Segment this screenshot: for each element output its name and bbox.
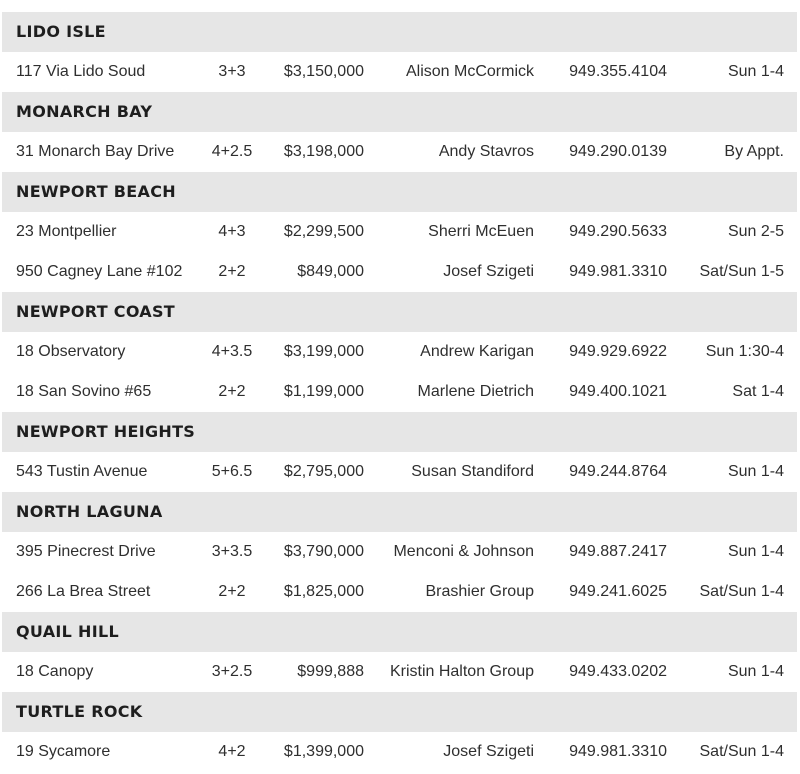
listing-row [2,212,797,252]
neighborhood-header: NORTH LAGUNA [2,492,797,532]
listing-row [2,132,797,172]
listing-agent: Andy Stavros [438,143,534,160]
listing-open-house: Sun 1-4 [727,463,784,480]
listing-address: 31 Monarch Bay Drive [16,143,175,160]
listing-open-house: Sat/Sun 1-4 [699,743,784,760]
listing-beds-baths: 3+3.5 [211,543,253,560]
listing-agent: Menconi & Johnson [393,543,534,560]
listing-address: 543 Tustin Avenue [16,463,148,480]
listing-price: $2,795,000 [283,463,364,480]
listing-beds-baths: 3+3 [218,63,246,80]
listing-price: $1,825,000 [283,583,364,600]
listing-open-house: Sat/Sun 1-5 [699,263,784,280]
listing-address: 18 Observatory [16,343,126,360]
listing-open-house: Sun 1-4 [727,663,784,680]
listing-price: $3,198,000 [283,143,364,160]
listing-beds-baths: 4+3.5 [211,343,253,360]
listing-row [2,52,797,92]
listing-address: 18 San Sovino #65 [16,383,152,400]
listing-open-house: Sun 1-4 [727,543,784,560]
listing-agent: Kristin Halton Group [389,663,534,680]
neighborhood-header: TURTLE ROCK [2,692,797,732]
listing-beds-baths: 3+2.5 [211,663,253,680]
neighborhood-header: NEWPORT HEIGHTS [2,412,797,452]
listing-phone: 949.244.8764 [569,463,667,480]
listing-row [2,252,797,292]
neighborhood-header: MONARCH BAY [2,92,797,132]
listing-price: $999,888 [297,663,364,680]
listing-phone: 949.290.5633 [569,223,667,240]
listing-beds-baths: 2+2 [218,383,246,400]
listing-phone: 949.981.3310 [569,263,667,280]
listing-open-house: Sun 1:30-4 [705,343,784,360]
listing-address: 23 Montpellier [16,223,117,240]
neighborhood-header: LIDO ISLE [2,12,797,52]
listing-row [2,732,797,772]
listing-open-house: Sun 1-4 [727,63,784,80]
listing-beds-baths: 5+6.5 [211,463,253,480]
listing-row [2,572,797,612]
listing-address: 950 Cagney Lane #102 [16,263,183,280]
listing-open-house: By Appt. [724,143,784,160]
listing-open-house: Sat/Sun 1-4 [699,583,784,600]
listing-phone: 949.290.0139 [569,143,667,160]
listing-address: 19 Sycamore [16,743,111,760]
listings-table [2,12,797,772]
listing-row [2,372,797,412]
listing-beds-baths: 2+2 [218,583,246,600]
listing-price: $2,299,500 [283,223,364,240]
listing-agent: Sherri McEuen [428,223,534,240]
listing-price: $3,790,000 [283,543,364,560]
listing-open-house: Sun 2-5 [727,223,784,240]
listing-phone: 949.241.6025 [569,583,667,600]
listing-beds-baths: 4+3 [218,223,246,240]
listing-agent: Andrew Karigan [420,343,534,360]
listing-phone: 949.433.0202 [569,663,667,680]
neighborhood-header: QUAIL HILL [2,612,797,652]
listing-agent: Marlene Dietrich [417,383,534,400]
listing-phone: 949.981.3310 [569,743,667,760]
listing-row [2,532,797,572]
listing-row [2,332,797,372]
neighborhood-header: NEWPORT BEACH [2,172,797,212]
listing-agent: Brashier Group [425,583,534,600]
listing-phone: 949.355.4104 [569,63,667,80]
listing-address: 266 La Brea Street [16,583,151,600]
listing-agent: Susan Standiford [411,463,534,480]
listing-price: $3,150,000 [283,63,364,80]
listing-agent: Alison McCormick [405,63,534,80]
listing-phone: 949.887.2417 [569,543,667,560]
listing-address: 395 Pinecrest Drive [16,543,156,560]
listing-price: $1,399,000 [283,743,364,760]
listing-open-house: Sat 1-4 [732,383,784,400]
neighborhood-header: NEWPORT COAST [2,292,797,332]
listing-price: $849,000 [297,263,364,280]
listing-beds-baths: 4+2.5 [211,143,253,160]
listing-price: $1,199,000 [283,383,364,400]
listing-beds-baths: 2+2 [218,263,246,280]
listing-address: 18 Canopy [16,663,94,680]
listing-row [2,452,797,492]
listing-address: 117 Via Lido Soud [16,63,146,80]
listing-phone: 949.929.6922 [569,343,667,360]
listing-agent: Josef Szigeti [443,263,534,280]
listing-row [2,652,797,692]
listing-beds-baths: 4+2 [218,743,246,760]
listing-phone: 949.400.1021 [569,383,667,400]
listing-price: $3,199,000 [283,343,364,360]
listing-agent: Josef Szigeti [443,743,534,760]
